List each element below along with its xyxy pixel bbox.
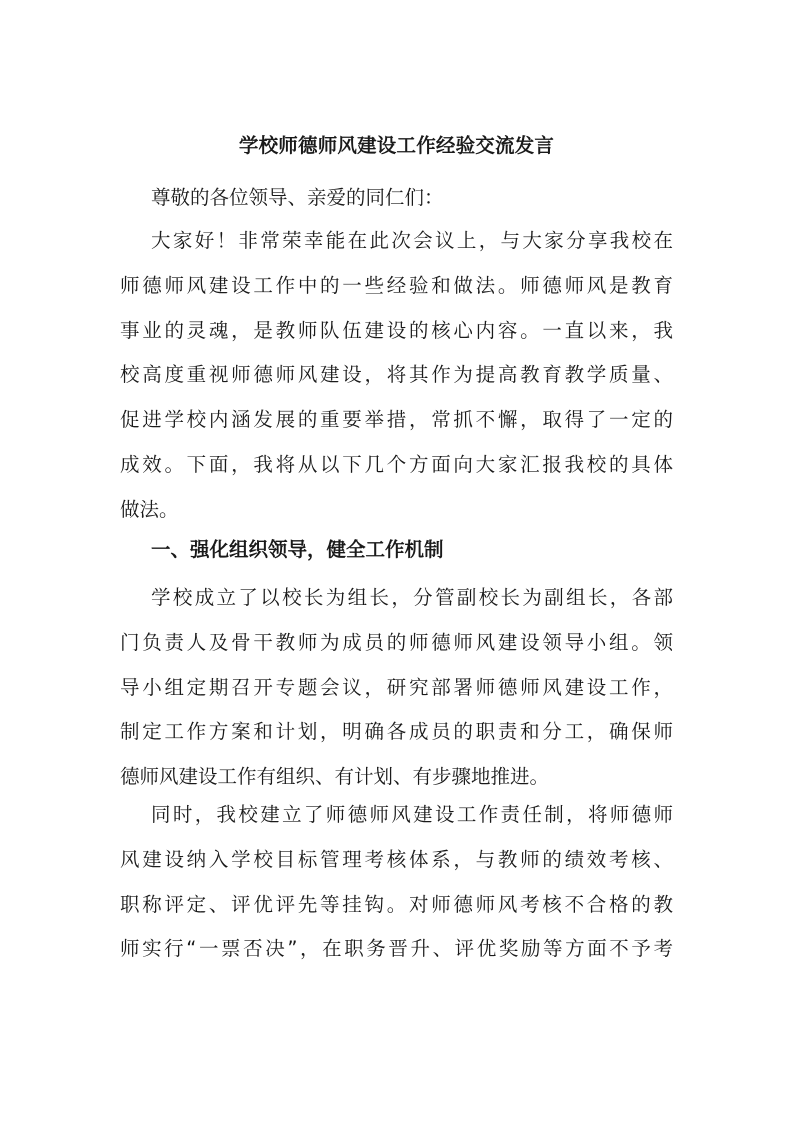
paragraph-line: 德师风建设工作有组织、有计划、有步骤地推进。 bbox=[120, 765, 550, 789]
paragraph-line: 大家好！非常荣幸能在此次会议上，与大家分享我校在 bbox=[151, 229, 673, 252]
paragraph-line: 门负责人及骨干教师为成员的师德师风建设领导小组。领 bbox=[120, 630, 673, 654]
paragraph-line: 成效。下面，我将从以下几个方面向大家汇报我校的具体 bbox=[120, 452, 673, 476]
paragraph-line: 导小组定期召开专题会议，研究部署师德师风建设工作， bbox=[120, 675, 673, 699]
paragraph-organization bbox=[120, 576, 673, 800]
paragraph-line: 校高度重视师德师风建设，将其作为提高教育教学质量、 bbox=[120, 363, 673, 387]
paragraph-line: 促进学校内涵发展的重要举措，常抓不懈，取得了一定的 bbox=[120, 408, 673, 432]
paragraph-line: 师德师风建设工作中的一些经验和做法。师德师风是教育 bbox=[120, 273, 673, 297]
paragraph-line: 制定工作方案和计划，明确各成员的职责和分工，确保师 bbox=[120, 720, 673, 744]
paragraph-line: 做法。 bbox=[120, 497, 179, 521]
paragraph-line: 同时，我校建立了师德师风建设工作责任制，将师德师 bbox=[151, 803, 673, 826]
paragraph-line: 学校成立了以校长为组长，分管副校长为副组长，各部 bbox=[151, 586, 673, 609]
section-heading-1: 一、强化组织领导，健全工作机制 bbox=[151, 538, 444, 561]
paragraph-line: 职称评定、评优评先等挂钩。对师德师风考核不合格的教 bbox=[120, 892, 673, 916]
paragraph-line: 事业的灵魂，是教师队伍建设的核心内容。一直以来，我 bbox=[120, 318, 673, 342]
salutation: 尊敬的各位领导、亲爱的同仁们： bbox=[151, 186, 444, 209]
document-title: 学校师德师风建设工作经验交流发言 bbox=[238, 134, 555, 157]
paragraph-line: 师实行“一票否决”，在职务晋升、评优奖励等方面不予考 bbox=[120, 937, 673, 961]
paragraph-line: 风建设纳入学校目标管理考核体系，与教师的绩效考核、 bbox=[120, 847, 673, 871]
paragraph-intro bbox=[120, 219, 673, 533]
paragraph-responsibility bbox=[120, 793, 673, 972]
